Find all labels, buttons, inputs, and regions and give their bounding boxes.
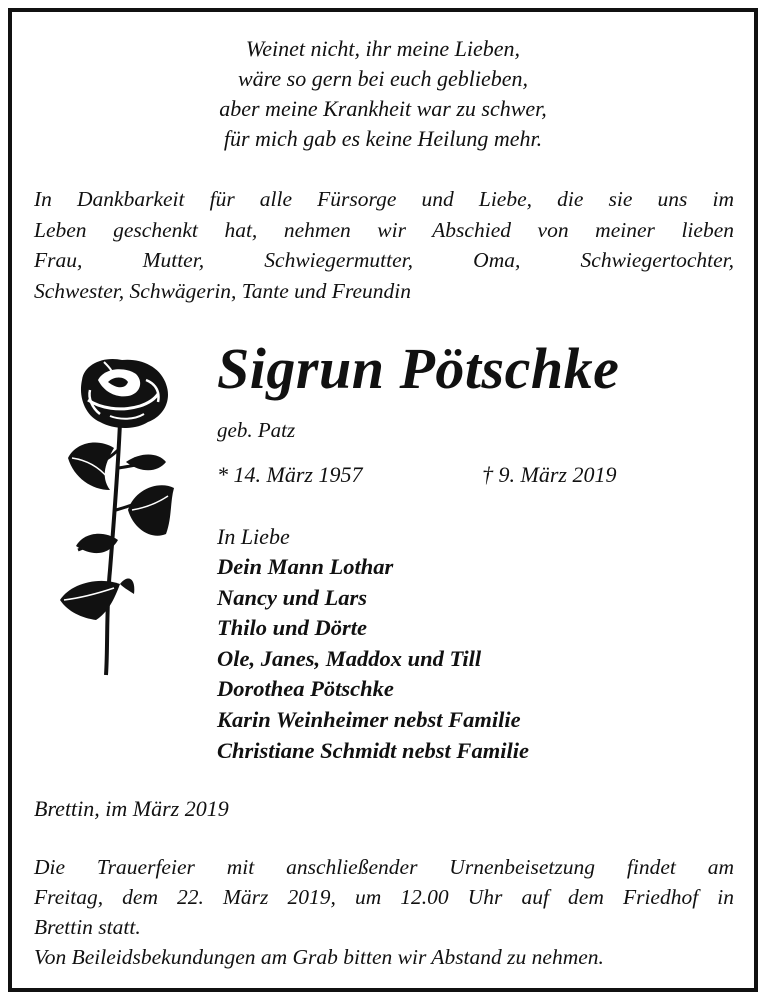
funeral-line: Brettin statt. <box>34 915 141 939</box>
maiden-name: geb. Patz <box>217 418 296 442</box>
intro-paragraph <box>34 184 734 306</box>
poem-line: aber meine Krankheit war zu schwer, <box>219 96 547 121</box>
poem-line: Weinet nicht, ihr meine Lieben, <box>245 36 521 61</box>
funeral-notice <box>34 852 734 972</box>
memorial-poem <box>12 34 754 154</box>
intro-line: Schwester, Schwägerin, Tante und Freundin <box>34 278 412 303</box>
poem-line: wäre so gern bei euch geblieben, <box>238 66 528 91</box>
intro-line: In Dankbarkeit für alle Fürsorge und Liebe, die sie uns im <box>34 187 734 211</box>
birth-date: * 14. März 1957 <box>217 462 363 487</box>
mourner-name: Dorothea Pötschke <box>217 676 394 702</box>
deceased-name: Sigrun Pötschke <box>217 336 620 401</box>
mourner-name: Karin Weinheimer nebst Familie <box>217 706 521 732</box>
death-date: † 9. März 2019 <box>482 462 617 487</box>
mourner-name: Nancy und Lars <box>217 584 368 610</box>
mourner-name: Christiane Schmidt nebst Familie <box>217 737 529 763</box>
rose-icon <box>48 350 178 680</box>
poem-line: für mich gab es keine Heilung mehr. <box>223 126 543 151</box>
mourner-name: Thilo und Dörte <box>217 615 368 641</box>
intro-line: Leben geschenkt hat, nehmen wir Abschied von meiner lieben <box>34 217 734 242</box>
intro-line: Frau, Mutter, Schwiegermutter, Oma, Schwiegertochter, <box>34 248 734 272</box>
obituary-notice <box>8 8 758 992</box>
funeral-line: Die Trauerfeier mit anschließender Urnenbeisetzung findet am <box>34 855 734 879</box>
place-and-date: Brettin, im März 2019 <box>34 796 229 821</box>
mourners-heading: In Liebe <box>217 524 290 549</box>
mourner-name: Ole, Janes, Maddox und Till <box>217 645 482 671</box>
mourner-name: Dein Mann Lothar <box>217 554 394 579</box>
funeral-line: Von Beileidsbekundungen am Grab bitten wir Abstand zu nehmen. <box>34 945 604 969</box>
funeral-line: Freitag, dem 22. März 2019, um 12.00 Uhr auf dem Friedhof in <box>34 885 734 909</box>
mourners-list <box>217 552 529 766</box>
